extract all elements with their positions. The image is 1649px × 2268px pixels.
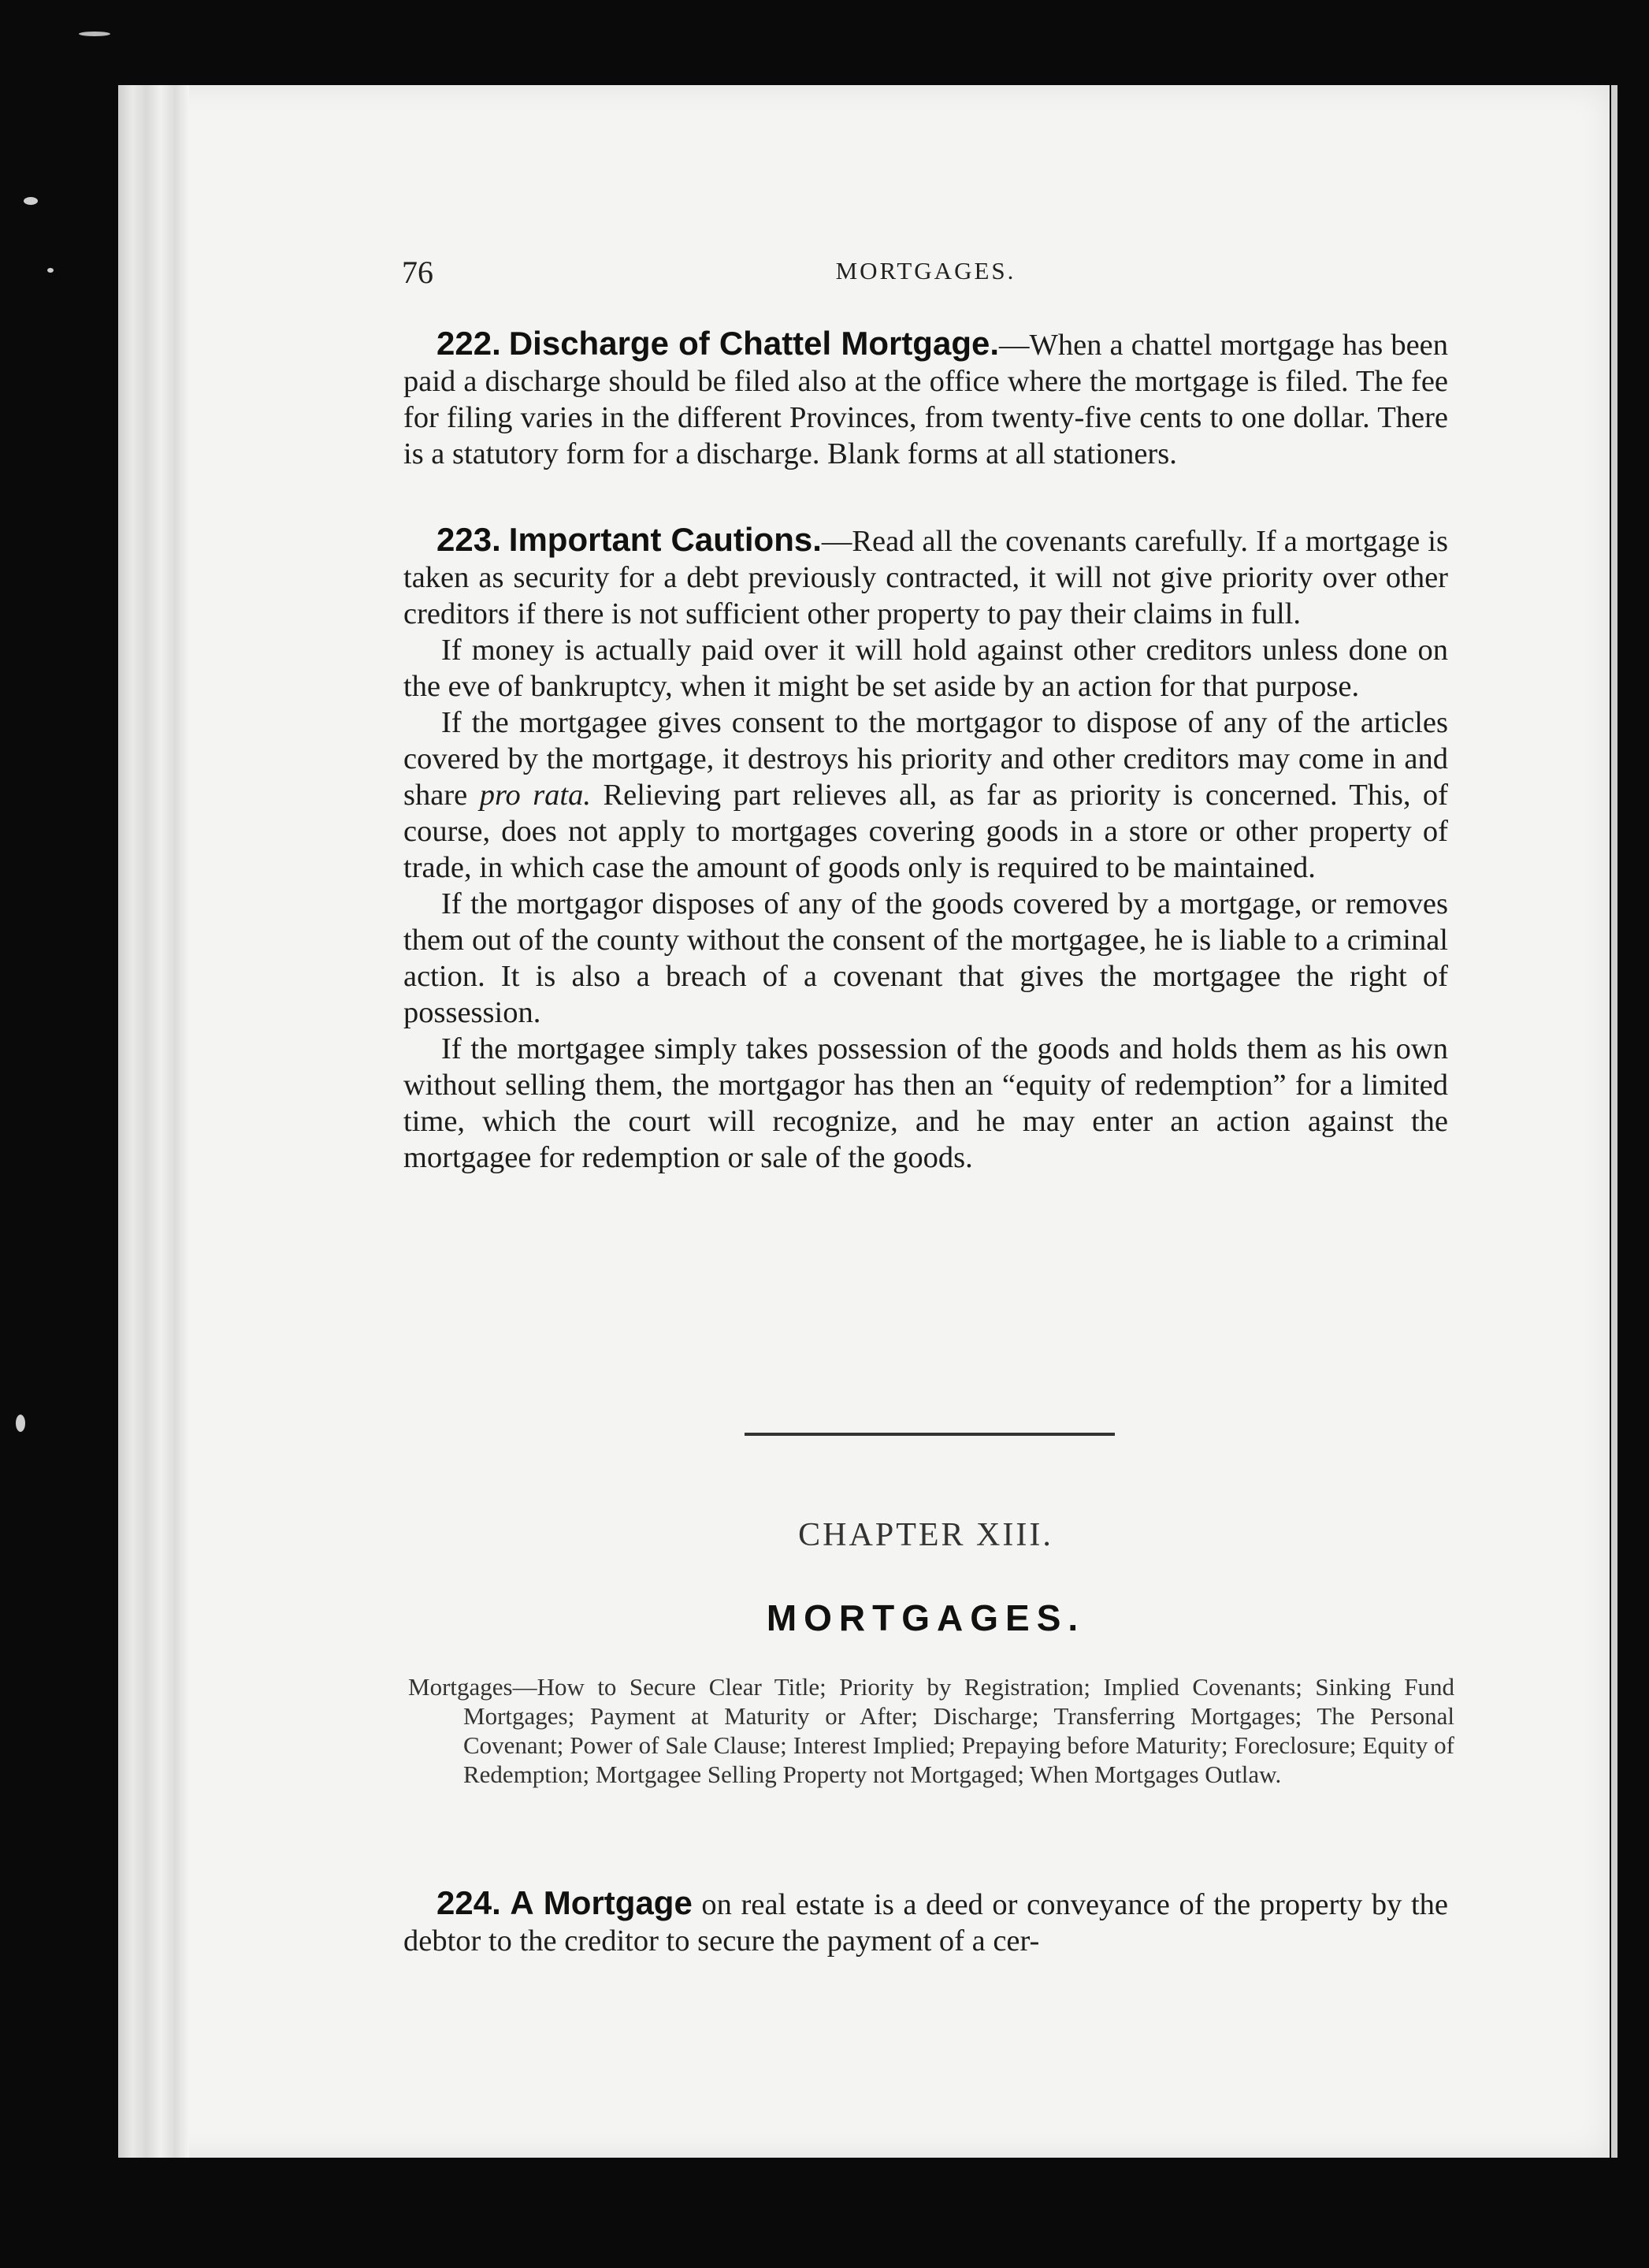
section-body: on real estate is a deed or conveyance of the property by the debtor to the creditor to secure the payment of a cer- <box>403 1888 1448 1958</box>
section-body: —When a chattel mortgage has been paid a discharge should be filed also at the office where the mortgage is filed. The fee for filing varies in the different Provinces, from twenty-five cents to one dollar. There is a statutory form for a discharge. Blank forms at all stationers. <box>403 329 1448 470</box>
right-page-edge <box>1611 85 1617 2158</box>
chapter-label: CHAPTER XIII. <box>798 1517 1053 1553</box>
section-number: 222. <box>436 325 501 362</box>
paragraph <box>403 705 1448 886</box>
section-divider <box>745 1433 1115 1436</box>
page-edge-stack <box>118 85 189 2158</box>
latin-phrase: pro rata. <box>479 779 591 812</box>
section-223 <box>403 522 1448 1176</box>
section-number: 223. <box>436 521 501 558</box>
running-head <box>402 254 1450 293</box>
section-number: 224. <box>436 1884 501 1921</box>
running-title: MORTGAGES. <box>835 257 1016 284</box>
chapter-synopsis: Mortgages—How to Secure Clear Title; Priority by Registration; Implied Covenants; Sinking Fund Mortgages; Payment at Maturity or After; Discharge; Transferring Mortgages; The Personal Covenant; Power of Sale Clause; Interest Implied; Prepaying before Maturity; Foreclosure; Equity of Redemption; Mortgagee Selling Property not Mortgaged; When Mortgages Outlaw. <box>408 1673 1454 1788</box>
paragraph: If the mortgagee simply takes possession of the goods and holds them as his own without selling them, the mortgagor has then an “equity of redemption” for a limited time, which the court will recognize, and he may enter an action against the mortgagee for redemption or sale of the goods. <box>403 1032 1448 1174</box>
section-body: —Read all the covenants carefully. If a mortgage is taken as security for a debt previously contracted, it will not give priority over other creditors if there is not sufficient other property to pay their claims in full. <box>403 525 1448 630</box>
paragraph-text: If the mortgagee gives consent to the mortgagor to dispose of any of the articles covered by the mortgage, it destroys his priority and other creditors may come in and share <box>403 706 1448 812</box>
scan-speck <box>24 197 38 205</box>
chapter-title: MORTGAGES. <box>766 1597 1086 1638</box>
page-number: 76 <box>402 255 433 290</box>
section-222 <box>403 325 1448 472</box>
scan-speck <box>79 32 110 36</box>
section-224 <box>403 1885 1448 1959</box>
scan-speck <box>16 1415 25 1432</box>
section-heading: A Mortgage <box>510 1884 693 1921</box>
paragraph-text: Relieving part relieves all, as far as priority is concerned. This, of course, does not apply to mortgages covering goods in a store or other property of trade, in which case the amount of goods only is required to be maintained. <box>403 779 1449 884</box>
scan-speck <box>47 268 54 273</box>
section-heading: Discharge of Chattel Mortgage. <box>508 325 1000 362</box>
section-heading: Important Cautions. <box>508 521 822 558</box>
paragraph: If the mortgagor disposes of any of the goods covered by a mortgage, or removes them out of the county without the consent of the mortgagee, he is liable to a criminal action. It is also a breach of a covenant that gives the mortgagee the right of possession. <box>403 887 1448 1029</box>
paragraph: If money is actually paid over it will hold against other creditors unless done on the eve of bankruptcy, when it might be set aside by an action for that purpose. <box>403 634 1448 703</box>
